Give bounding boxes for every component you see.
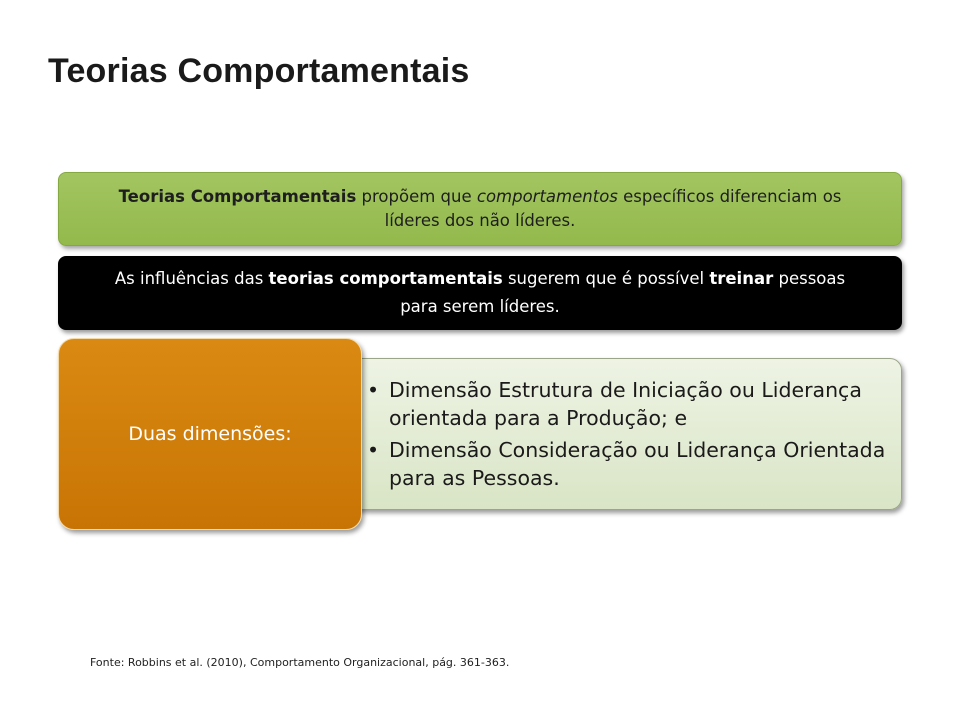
- definition-italic-term: comportamentos: [476, 187, 618, 206]
- dimensions-list-box: [330, 358, 902, 510]
- definition-text-part: propõem que: [356, 187, 477, 206]
- influence-bold-term: treinar: [709, 269, 774, 288]
- influence-text: [98, 265, 862, 321]
- bullet-icon: •: [367, 378, 380, 402]
- slide-title: Teorias Comportamentais: [48, 52, 470, 90]
- definition-bold-term: Teorias Comportamentais: [118, 187, 357, 206]
- behavioral-theories-definition-box: [58, 172, 902, 246]
- definition-text-part: específicos diferenciam os líderes dos não líderes.: [384, 187, 842, 230]
- dimension-initiating-structure: Dimensão Estrutura de Iniciação ou Liderança orientada para a Produção; e: [389, 378, 862, 430]
- definition-text: [99, 185, 861, 233]
- bullet-icon: •: [367, 438, 380, 462]
- list-item: [367, 436, 887, 492]
- dimension-consideration: Dimensão Consideração ou Liderança Orientada para as Pessoas.: [389, 438, 886, 490]
- dimensions-list: [369, 372, 887, 496]
- two-dimensions-label: Duas dimensões:: [128, 423, 292, 445]
- two-dimensions-label-box: [58, 338, 362, 530]
- influence-text-part: sugerem que é possível: [502, 269, 710, 288]
- source-footnote: Fonte: Robbins et al. (2010), Comportamento Organizacional, pág. 361-363.: [90, 656, 510, 669]
- influence-text-part: pessoas para serem líderes.: [400, 269, 846, 316]
- influence-bold-term: teorias comportamentais: [268, 269, 503, 288]
- influence-text-part: As influências das: [114, 269, 269, 288]
- training-influence-box: [58, 256, 902, 330]
- list-item: [367, 376, 887, 432]
